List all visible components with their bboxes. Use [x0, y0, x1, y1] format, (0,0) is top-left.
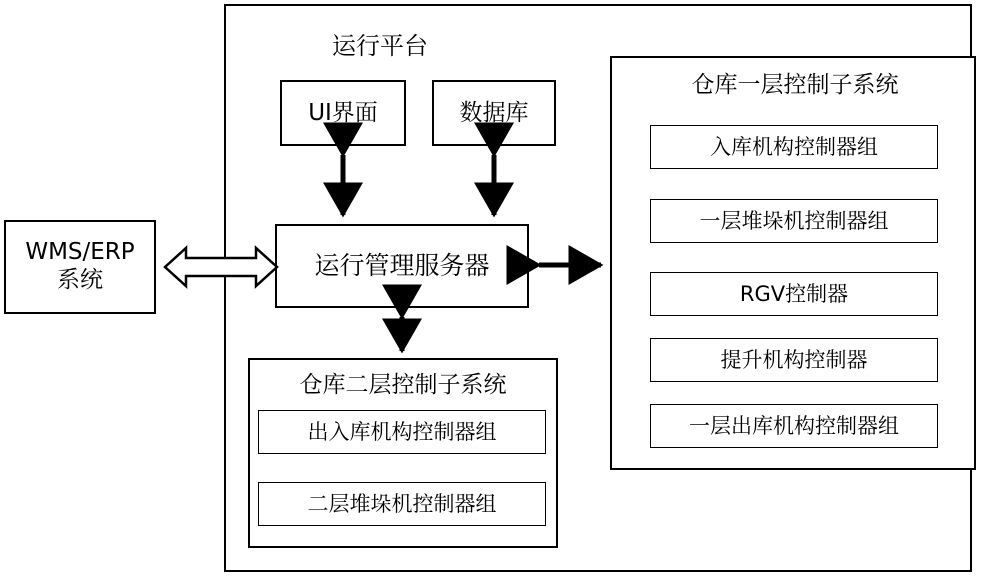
- floor2-item-stacker-controller-group: 二层堆垛机控制器组: [258, 482, 546, 526]
- platform-title: 运行平台: [332, 32, 428, 60]
- floor1-item-stacker-controller-group: 一层堆垛机控制器组: [650, 199, 938, 243]
- floor2-item-inout-controller-group: 出入库机构控制器组: [258, 410, 546, 454]
- ui-interface-node: UI界面: [280, 80, 406, 146]
- database-node: 数据库: [432, 80, 556, 146]
- floor1-subsystem-title: 仓库一层控制子系统: [691, 72, 899, 98]
- management-server-node: 运行管理服务器: [275, 224, 529, 308]
- floor1-item-inbound-controller-group: 入库机构控制器组: [650, 125, 938, 169]
- wms-erp-line1: WMS/ERP: [25, 239, 135, 266]
- floor1-item-rgv-controller: RGV控制器: [650, 272, 938, 316]
- floor1-item-outbound-controller-group: 一层出库机构控制器组: [650, 404, 938, 448]
- wms-erp-line2: 系统: [57, 267, 103, 293]
- wms-erp-node: [4, 220, 156, 314]
- floor1-item-lift-controller: 提升机构控制器: [650, 338, 938, 382]
- floor2-subsystem-title: 仓库二层控制子系统: [299, 372, 507, 398]
